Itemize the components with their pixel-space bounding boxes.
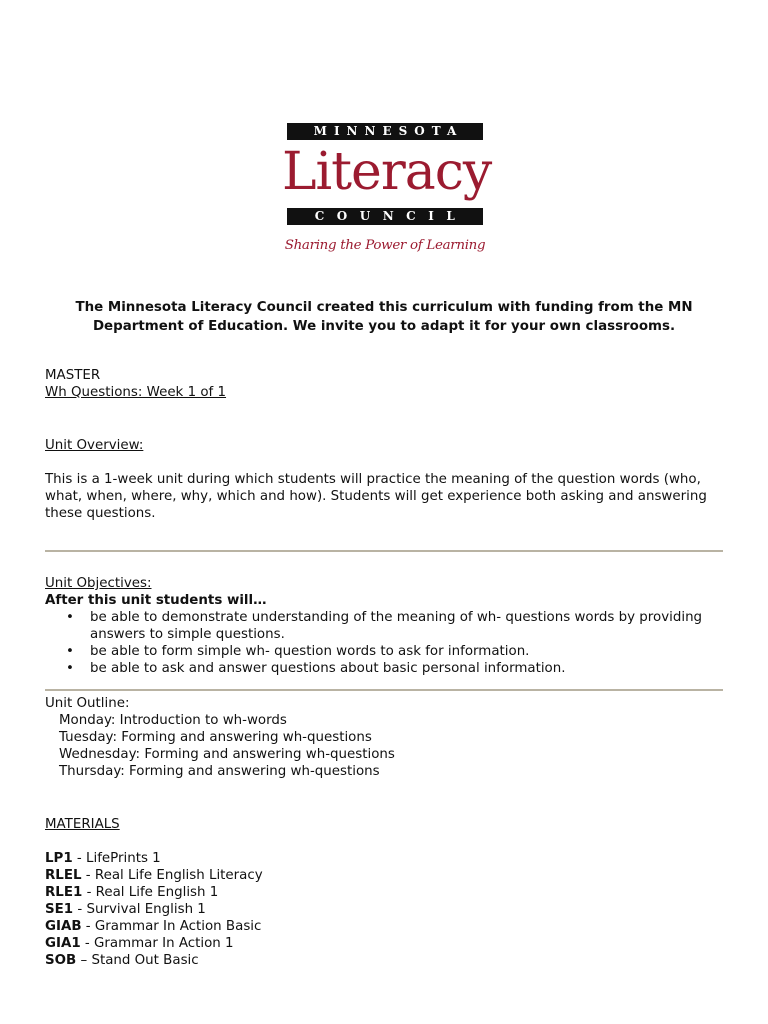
objectives-heading: Unit Objectives: bbox=[45, 576, 152, 591]
material-item: RLE1 - Real Life English 1 bbox=[45, 885, 219, 900]
section-divider bbox=[45, 550, 723, 552]
logo-top-bar: MINNESOTA bbox=[287, 123, 483, 140]
material-item: LP1 - LifePrints 1 bbox=[45, 851, 161, 866]
overview-text: This is a 1-week unit during which students will practice the meaning of the question words (who, what, when, where, why, which and how). Students will get experience both asking and answering these questions. bbox=[45, 472, 707, 521]
objective-item: • be able to demonstrate understanding of the meaning of wh- questions words by providing answers to simple questions. bbox=[90, 609, 725, 643]
outline-heading: Unit Outline: bbox=[45, 696, 130, 711]
logo-bottom-bar: COUNCIL bbox=[287, 208, 483, 225]
objective-item: • be able to ask and answer questions about basic personal information. bbox=[90, 660, 725, 677]
logo-wordmark: Literacy bbox=[282, 142, 492, 202]
logo-tagline: Sharing the Power of Learning bbox=[284, 238, 486, 253]
master-label: MASTER bbox=[45, 368, 101, 383]
outline-day: Thursday: Forming and answering wh-questions bbox=[59, 764, 380, 779]
materials-list bbox=[45, 850, 725, 969]
objective-item: • be able to form simple wh- question words to ask for information. bbox=[90, 643, 725, 660]
material-item: RLEL - Real Life English Literacy bbox=[45, 868, 263, 883]
unit-overview bbox=[45, 437, 725, 522]
section-divider bbox=[45, 689, 723, 691]
material-item: GIAB - Grammar In Action Basic bbox=[45, 919, 262, 934]
intro-statement: The Minnesota Literacy Council created this curriculum with funding from the MN Department of Education. We invite you to adapt it for your own classrooms. bbox=[75, 300, 693, 334]
unit-header bbox=[45, 367, 725, 401]
minnesota-literacy-council-logo bbox=[282, 119, 492, 259]
unit-title: Wh Questions: Week 1 of 1 bbox=[45, 385, 227, 400]
material-item: SOB – Stand Out Basic bbox=[45, 953, 199, 968]
unit-outline bbox=[45, 695, 725, 780]
objectives-list bbox=[45, 609, 725, 677]
material-item: GIA1 - Grammar In Action 1 bbox=[45, 936, 234, 951]
outline-day: Monday: Introduction to wh-words bbox=[59, 713, 287, 728]
overview-heading: Unit Overview: bbox=[45, 438, 144, 453]
unit-objectives bbox=[45, 575, 725, 677]
objectives-lead: After this unit students will… bbox=[45, 593, 267, 608]
outline-day: Wednesday: Forming and answering wh-questions bbox=[59, 747, 395, 762]
material-item: SE1 - Survival English 1 bbox=[45, 902, 206, 917]
outline-day: Tuesday: Forming and answering wh-questions bbox=[59, 730, 372, 745]
materials-section bbox=[45, 816, 725, 969]
materials-heading: MATERIALS bbox=[45, 817, 120, 832]
